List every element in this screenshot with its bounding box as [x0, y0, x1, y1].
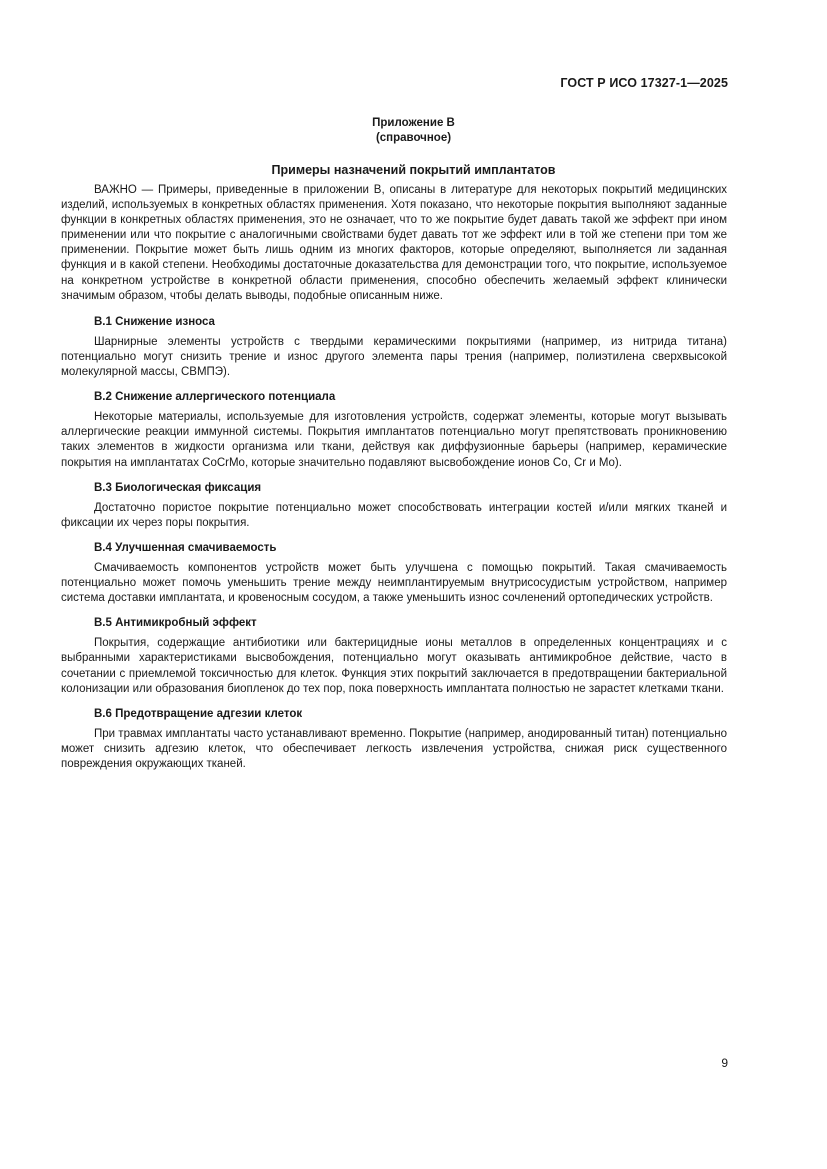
section-text: Достаточно пористое покрытие потенциально может способствовать интеграции костей и/или мягких тканей и фиксации их через поры покрытия.	[61, 501, 727, 529]
section-text: При травмах имплантаты часто устанавливают временно. Покрытие (например, анодированный титан) потенциально может снизить адгезию клеток, что обеспечивает легкость извлечения устройства, снижая риск существенного повреждения окружающих тканей.	[61, 727, 727, 770]
section-b5	[61, 616, 727, 696]
section-text: Покрытия, содержащие антибиотики или бактерицидные ионы металлов в определенных концентрациях и с выбранными характеристиками высвобождения, потенциально могут оказывать антимикробное действие, часто в сочетании с приемлемой токсичностью для клеток. Функция этих покрытий заключается в предотвращении бактериальной колонизации или образования биопленок до тех пор, пока поверхность имплантата полностью не зарастет клетками ткани.	[61, 637, 727, 695]
section-heading: В.3 Биологическая фиксация	[94, 481, 262, 494]
section-b6	[61, 707, 727, 772]
appendix-heading	[0, 116, 827, 146]
appendix-title: Приложение В	[372, 117, 455, 129]
section-heading: В.6 Предотвращение адгезии клеток	[94, 707, 303, 720]
appendix-subtitle: (справочное)	[375, 132, 452, 144]
section-text: Смачиваемость компонентов устройств может быть улучшена с помощью покрытий. Такая смачиваемость потенциально может помочь уменьшить трение между неимплантируемым внутрисосудистым устройством, например система доставки имплантата, и кровеносным сосудом, а также уменьшить износ сочленений ортопедических устройств.	[61, 561, 727, 605]
section-heading: В.4 Улучшенная смачиваемость	[94, 541, 277, 554]
document-title: Примеры назначений покрытий имплантатов	[271, 163, 556, 177]
section-b3	[61, 481, 727, 531]
section-heading: В.2 Снижение аллергического потенциала	[94, 391, 336, 404]
important-note: ВАЖНО — Примеры, приведенные в приложении В, описаны в литературе для некоторых покрытий медицинских изделий, используемых в конкретных областях применения. Хотя показано, что некоторые покрытия выполняют заданные функции в конкретных областях применения, это не означает, что то же покрытие будет давать такой же эффект при ином применении или что покрытие с аналогичными свойствами будет давать тот же эффект или в той же степени при том же применении. Покрытие может быть лишь одним из многих факторов, которые определяют, выполняется ли заданная функция и в какой степени. Необходимы достаточные доказательства для демонстрации того, что покрытие, используемое на конкретном устройстве в конкретной области применения, способно обеспечить желаемый эффект клинически значимым образом, чтобы делать выводы, подобные описанным ниже.	[61, 184, 727, 302]
section-b4	[61, 541, 727, 606]
section-heading: В.5 Антимикробный эффект	[94, 617, 257, 630]
section-text: Некоторые материалы, используемые для изготовления устройств, содержат элементы, которые могут вызывать аллергические реакции иммунной системы. Покрытия имплантатов потенциально могут препятствовать проникновению таких элементов в жидкости организма или ткани, действуя как диффузионные барьеры (например, керамические покрытия на имплантатах CoCrMo, которые значительно подавляют высвобождение ионов Co, Cr и Mo).	[61, 411, 727, 469]
section-b2	[61, 390, 727, 470]
section-heading: В.1 Снижение износа	[94, 315, 215, 328]
standard-code: ГОСТ Р ИСО 17327-1—2025	[560, 76, 728, 90]
section-b1	[61, 315, 727, 380]
page-number: 9	[721, 1056, 728, 1070]
document-body	[61, 183, 727, 782]
section-text: Шарнирные элементы устройств с твердыми керамическими покрытиями (например, из нитрида титана) потенциально могут снизить трение и износ другого элемента пары трения (например, полиэтилена сверхвысокой молекулярной массы, СВМПЭ).	[61, 335, 727, 379]
